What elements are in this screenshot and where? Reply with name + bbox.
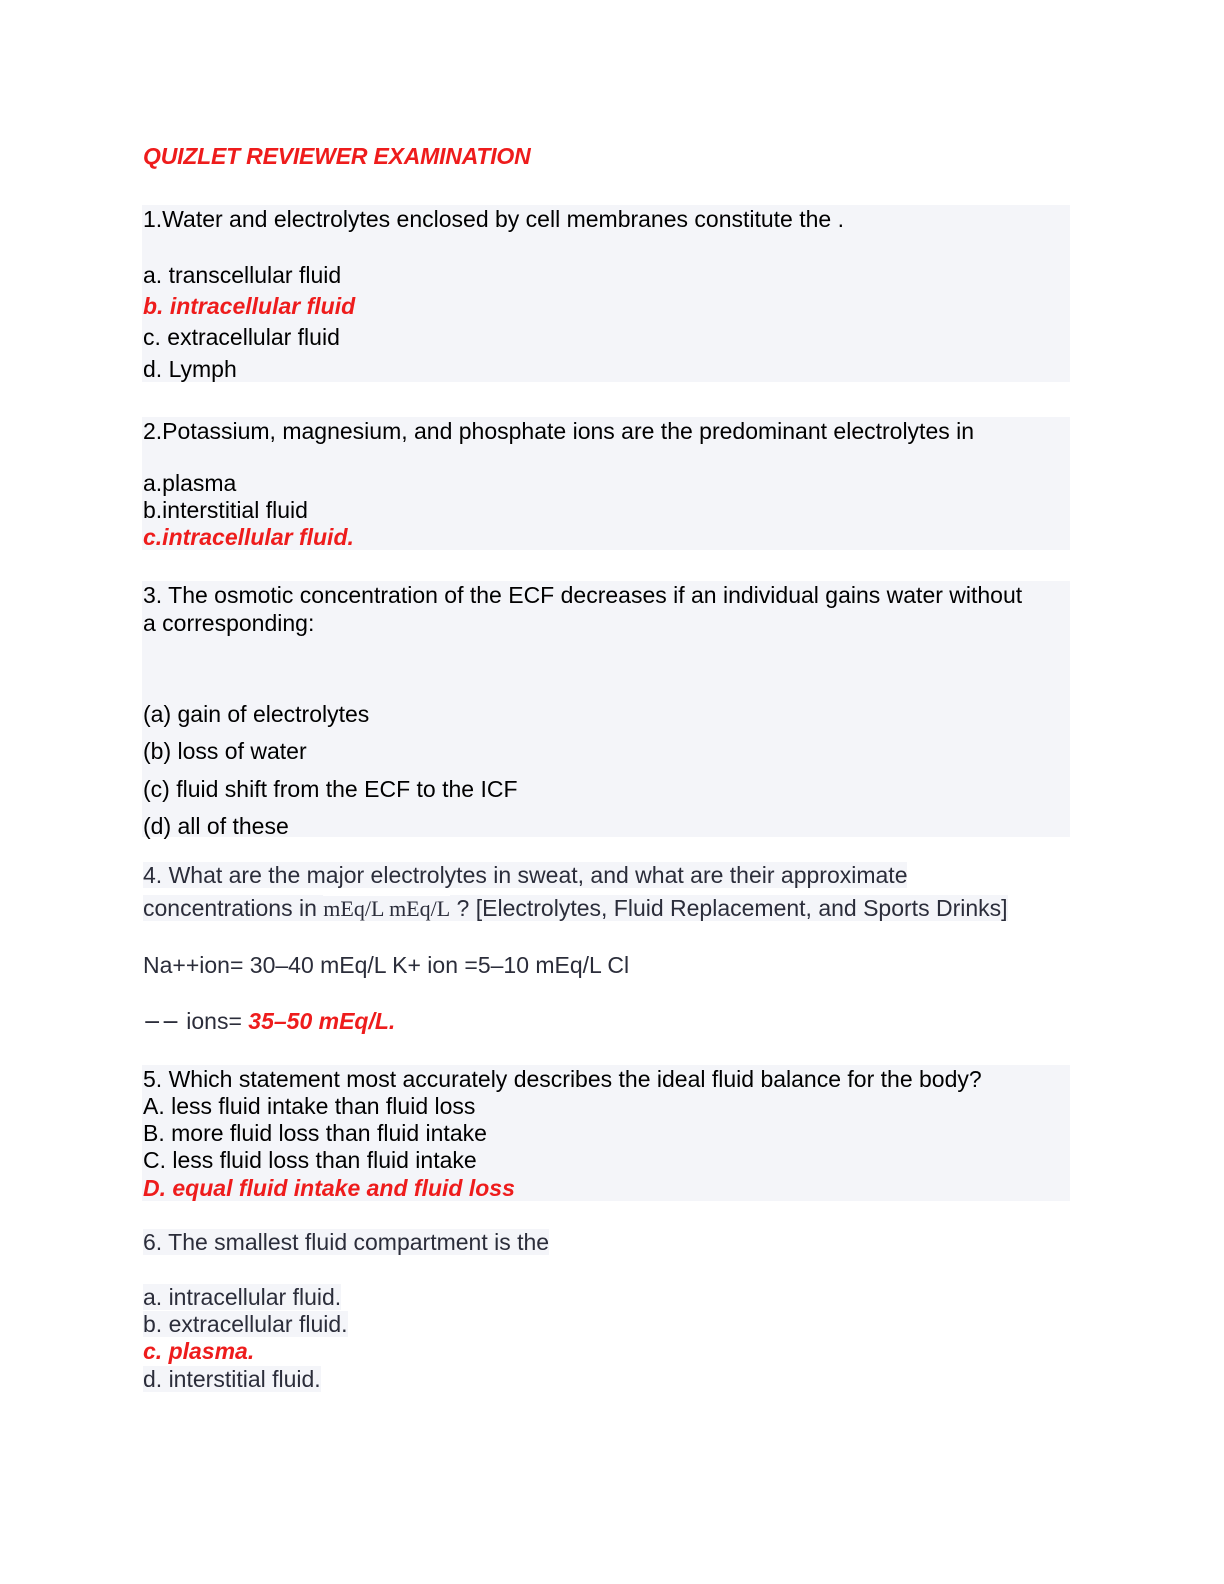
question-3-text-line-2: a corresponding: [143,610,315,636]
question-3-option-d: (d) all of these [143,813,289,839]
question-4-ions-line: Na++ion= 30–40 mEq/L K+ ion =5–10 mEq/L Cl [143,952,630,978]
question-6-option-c-answer: c. plasma. [143,1338,255,1364]
question-6-option-b-span: b. extracellular fluid. [143,1311,348,1337]
question-6-option-a-span: a. intracellular fluid. [143,1284,342,1310]
question-3-option-c: (c) fluid shift from the ECF to the ICF [143,776,518,802]
question-6-option-b [143,1310,348,1338]
question-6-option-d-span: d. interstitial fluid. [143,1366,321,1392]
question-5-option-b: B. more fluid loss than fluid intake [143,1120,487,1146]
cl-ions-label: ions= [179,1008,249,1034]
question-2-text: 2.Potassium, magnesium, and phosphate ions are the predominant electrolytes in [143,418,975,444]
question-2-option-a: a.plasma [143,470,237,496]
question-6-option-a [143,1283,341,1311]
minus-glyphs: −− [143,1010,180,1035]
question-4-text-line-1-span: 4. What are the major electrolytes in sweat, and what are their approximate [143,862,908,888]
question-4-cl-line [143,1007,395,1037]
question-5-option-d-answer: D. equal fluid intake and fluid loss [143,1175,515,1201]
question-3-option-b: (b) loss of water [143,738,307,764]
question-1-option-b-answer: b. intracellular fluid [143,293,356,319]
question-1-option-c: c. extracellular fluid [143,324,340,350]
question-5-text: 5. Which statement most accurately describes the ideal fluid balance for the body? [143,1066,982,1092]
question-6-text-span: 6. The smallest fluid compartment is the [143,1229,550,1255]
question-3-option-a: (a) gain of electrolytes [143,701,370,727]
question-6-option-d [143,1365,321,1393]
question-4-text-end: ? [Electrolytes, Fluid Replacement, and Sports Drinks] [450,895,1008,921]
question-2-option-c-answer: c.intracellular fluid. [143,524,354,550]
question-1-option-d: d. Lymph [143,356,237,382]
question-4-answer: 35–50 mEq/L. [248,1008,396,1034]
question-1-text: 1.Water and electrolytes enclosed by cell membranes constitute the . [143,206,844,232]
question-5-option-a: A. less fluid intake than fluid loss [143,1093,476,1119]
question-3-text-line-1: 3. The osmotic concentration of the ECF decreases if an individual gains water without [143,582,1023,608]
question-4-unit-math: mEq/L mEq/L [323,896,451,921]
question-2-option-b: b.interstitial fluid [143,497,308,523]
question-4-text-line-2 [143,894,1008,923]
question-6-text [143,1228,549,1256]
question-4-text-line-1 [143,861,907,889]
question-4-text-start: concentrations in [143,895,324,921]
question-5-option-c: C. less fluid loss than fluid intake [143,1147,477,1173]
document-title: QUIZLET REVIEWER EXAMINATION [143,143,531,169]
question-1-option-a: a. transcellular fluid [143,262,342,288]
